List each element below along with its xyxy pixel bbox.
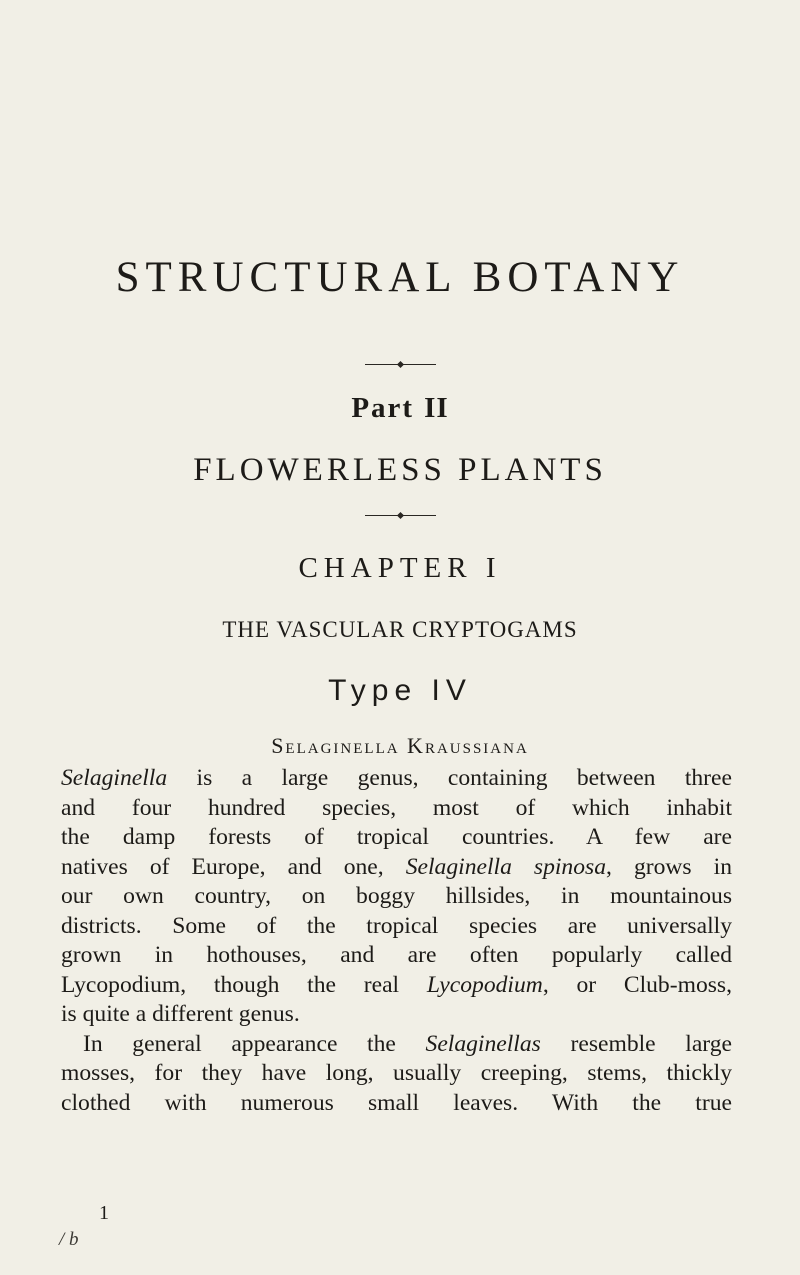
text-line: mosses, for they have long, usually creeping, stems, thickly	[61, 1060, 732, 1086]
diamond-ornament-icon	[396, 361, 403, 368]
text-line: In general appearance the Selaginellas resemble large	[83, 1030, 733, 1057]
ornament-rule-left	[365, 515, 399, 516]
text-line: districts. Some of the tropical species are universally	[61, 912, 732, 939]
italic-term: Selaginellas	[425, 1030, 541, 1057]
ornament-divider-top	[0, 355, 800, 367]
ornament-divider-bottom	[0, 506, 800, 518]
ornament-rule-left	[365, 364, 399, 365]
text-line: Lycopodium, though the real Lycopodium, or Club-moss,	[61, 971, 732, 998]
part-subtitle: FLOWERLESS PLANTS	[193, 452, 607, 488]
text-line: our own country, on boggy hillsides, in mountainous	[61, 883, 732, 909]
type-heading: Type IV	[328, 674, 472, 707]
text-line: clothed with numerous small leaves. With the true	[61, 1089, 732, 1116]
text-line: grown in hothouses, and are often popularly called	[61, 942, 732, 968]
species-heading: Selaginella Kraussiana	[271, 733, 529, 758]
ornament-rule-right	[402, 515, 436, 516]
italic-term: Selaginella	[61, 765, 168, 791]
diamond-ornament-icon	[396, 512, 403, 519]
italic-term: Lycopodium	[426, 971, 543, 998]
book-title: STRUCTURAL BOTANY	[115, 254, 685, 301]
text-line: the damp forests of tropical countries. A few are	[61, 824, 732, 850]
signature-mark: / b	[59, 1229, 79, 1250]
text-line: natives of Europe, and one, Selaginella spinosa, grows in	[61, 853, 733, 880]
text-line: and four hundred species, most of which inhabit	[61, 794, 732, 821]
chapter-heading: CHAPTER I	[298, 552, 502, 584]
page-number: 1	[99, 1202, 109, 1224]
text-line: is quite a different genus.	[61, 1001, 300, 1027]
body-text	[61, 764, 732, 1118]
part-heading	[0, 394, 800, 423]
italic-term: Selaginella spinosa	[405, 853, 607, 880]
part-number: II	[424, 392, 449, 424]
ornament-rule-right	[402, 364, 436, 365]
section-heading: THE VASCULAR CRYPTOGAMS	[222, 617, 578, 642]
part-label: Part	[351, 392, 415, 424]
text-line: Selaginella is a large genus, containing between three	[61, 765, 732, 791]
